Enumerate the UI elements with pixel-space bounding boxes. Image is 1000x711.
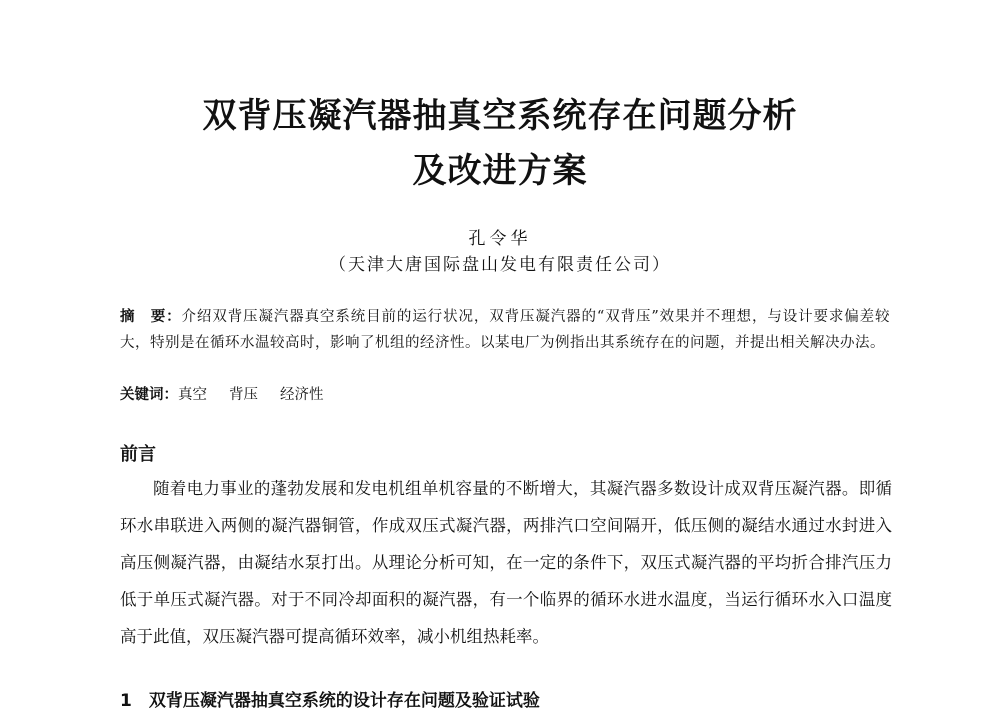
paper-title-line-2: 及改进方案 bbox=[412, 151, 588, 191]
author-affiliation: （天津大唐国际盘山发电有限责任公司） bbox=[329, 255, 671, 275]
abstract bbox=[120, 304, 890, 356]
abstract-text: 介绍双背压凝汽器真空系统目前的运行状况，双背压凝汽器的“双背压”效果并不理想，与设计要求偏差较大，特别是在循环水温较高时，影响了机组的经济性。以某电厂为例指出其系统存在的问题，并提出相关解决办法。 bbox=[120, 309, 891, 351]
preface-paragraph: 随着电力事业的蓬勃发展和发电机组单机容量的不断增大，其凝汽器多数设计成双背压凝汽器。即循环水串联进入两侧的凝汽器铜管，作成双压式凝汽器，两排汽口空间隔开，低压侧的凝结水通过水封进入高压侧凝汽器，由凝结水泵打出。从理论分析可知，在一定的条件下，双压式凝汽器的平均折合排汽压力低于单压式凝汽器。对于不同冷却面积的凝汽器，有一个临界的循环水进水温度，当运行循环水入口温度高于此值，双压凝汽器可提高循环效率，减小机组热耗率。 bbox=[120, 479, 892, 646]
abstract-label: 摘 要： bbox=[120, 309, 182, 325]
keyword-item: 背压 bbox=[229, 387, 258, 403]
keyword-item: 真空 bbox=[178, 387, 207, 403]
paper-title-line-1: 双背压凝汽器抽真空系统存在问题分析 bbox=[202, 96, 798, 136]
keywords bbox=[120, 382, 890, 408]
section-1-heading: 1 双背压凝汽器抽真空系统的设计存在问题及验证试验 bbox=[120, 691, 540, 711]
keywords-label: 关键词： bbox=[120, 387, 178, 403]
keyword-item: 经济性 bbox=[280, 387, 324, 403]
preface-heading: 前言 bbox=[120, 444, 156, 465]
author-name: 孔令华 bbox=[468, 229, 532, 249]
